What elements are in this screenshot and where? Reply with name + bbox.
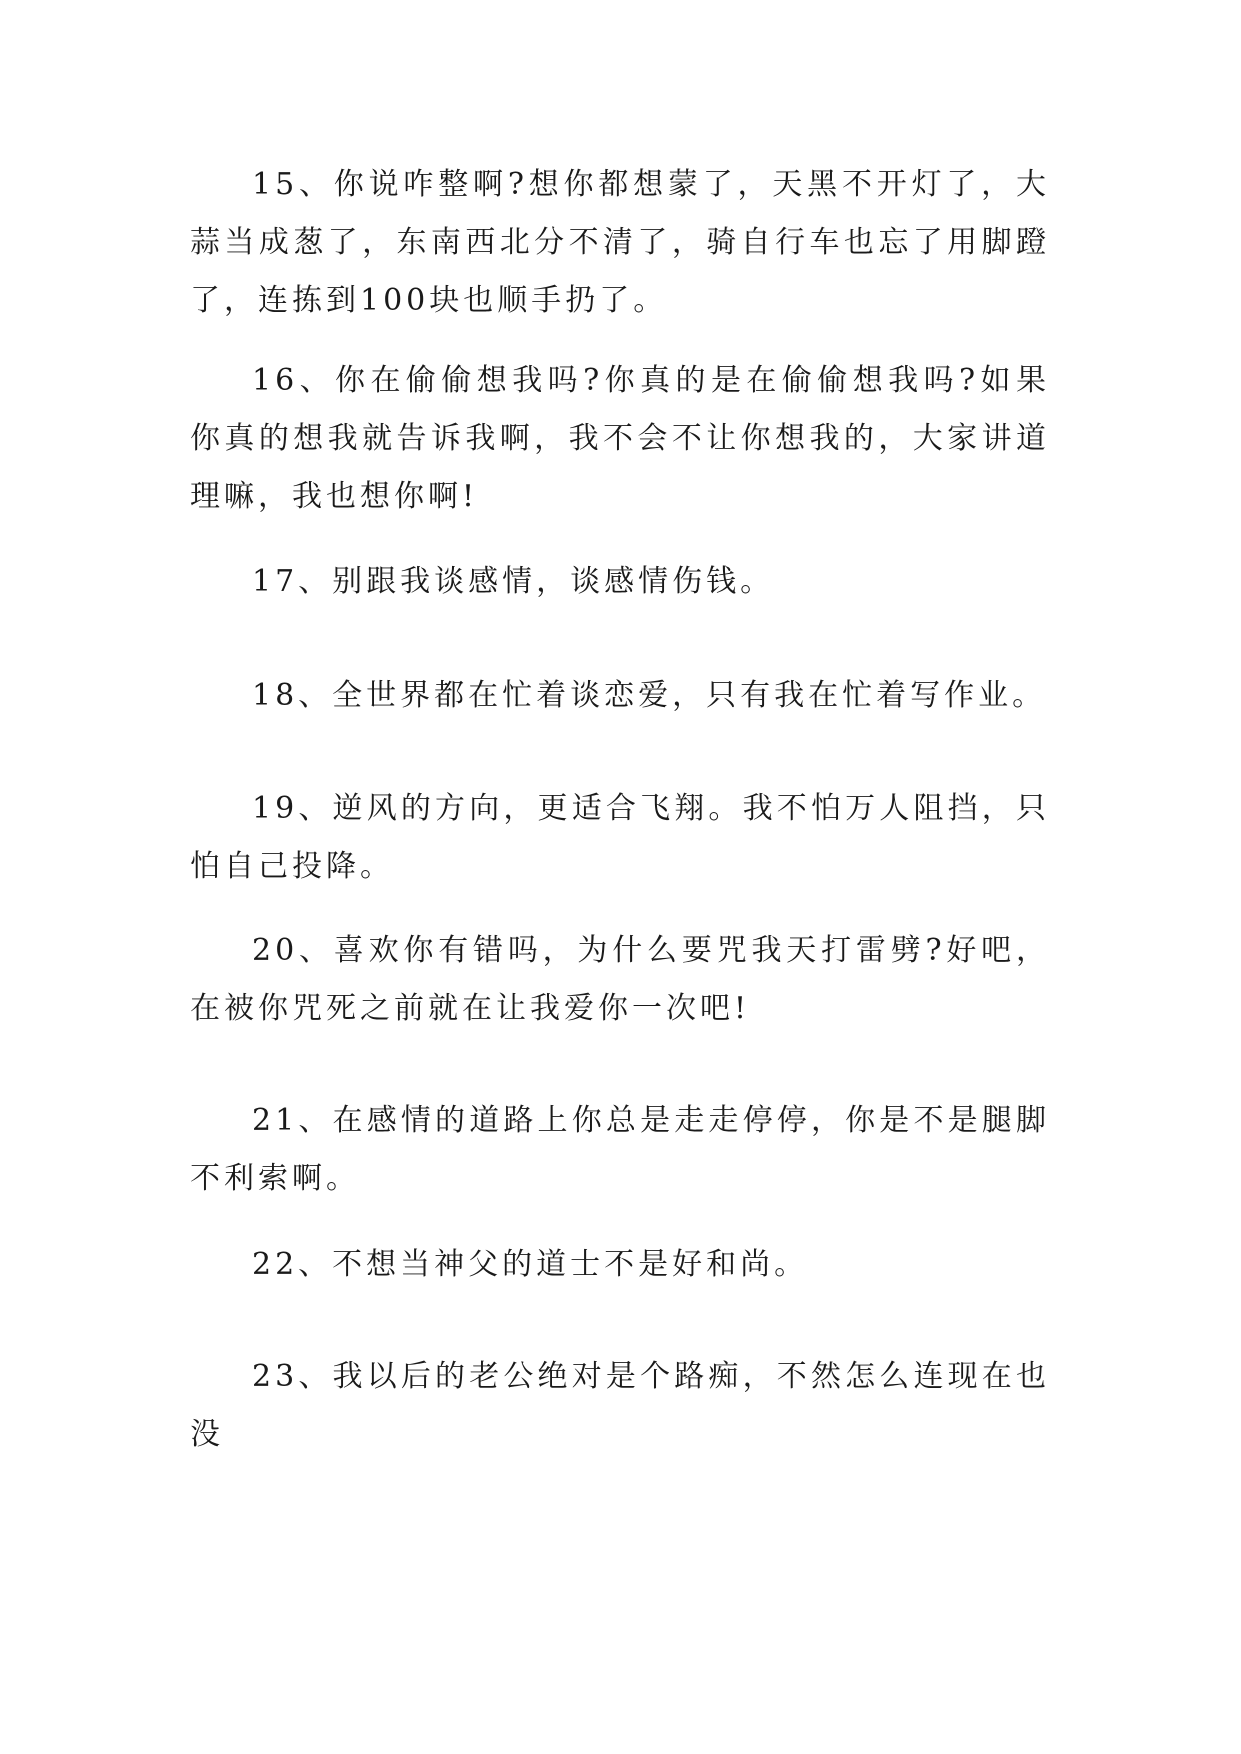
paragraph-19: 19、逆风的方向，更适合飞翔。我不怕万人阻挡，只怕自己投降。 — [190, 791, 1050, 884]
paragraph-23: 23、我以后的老公绝对是个路痴，不然怎么连现在也没 — [190, 1359, 1050, 1452]
paragraph-22: 22、不想当神父的道士不是好和尚。 — [252, 1247, 809, 1282]
paragraph-21: 21、在感情的道路上你总是走走停停，你是不是腿脚不利索啊。 — [190, 1103, 1050, 1196]
paragraph-18: 18、全世界都在忙着谈恋爱，只有我在忙着写作业。 — [252, 678, 1047, 713]
paragraph-16: 16、你在偷偷想我吗?你真的是在偷偷想我吗?如果你真的想我就告诉我啊，我不会不让你想我的，大家讲道理嘛，我也想你啊! — [190, 363, 1050, 514]
paragraph-15: 15、你说咋整啊?想你都想蒙了，天黑不开灯了，大蒜当成葱了，东南西北分不清了，骑自行车也忘了用脚蹬了，连拣到100块也顺手扔了。 — [190, 167, 1050, 318]
paragraph-20: 20、喜欢你有错吗，为什么要咒我天打雷劈?好吧，在被你咒死之前就在让我爱你一次吧! — [190, 933, 1050, 1026]
paragraph-17: 17、别跟我谈感情，谈感情伤钱。 — [252, 564, 775, 599]
